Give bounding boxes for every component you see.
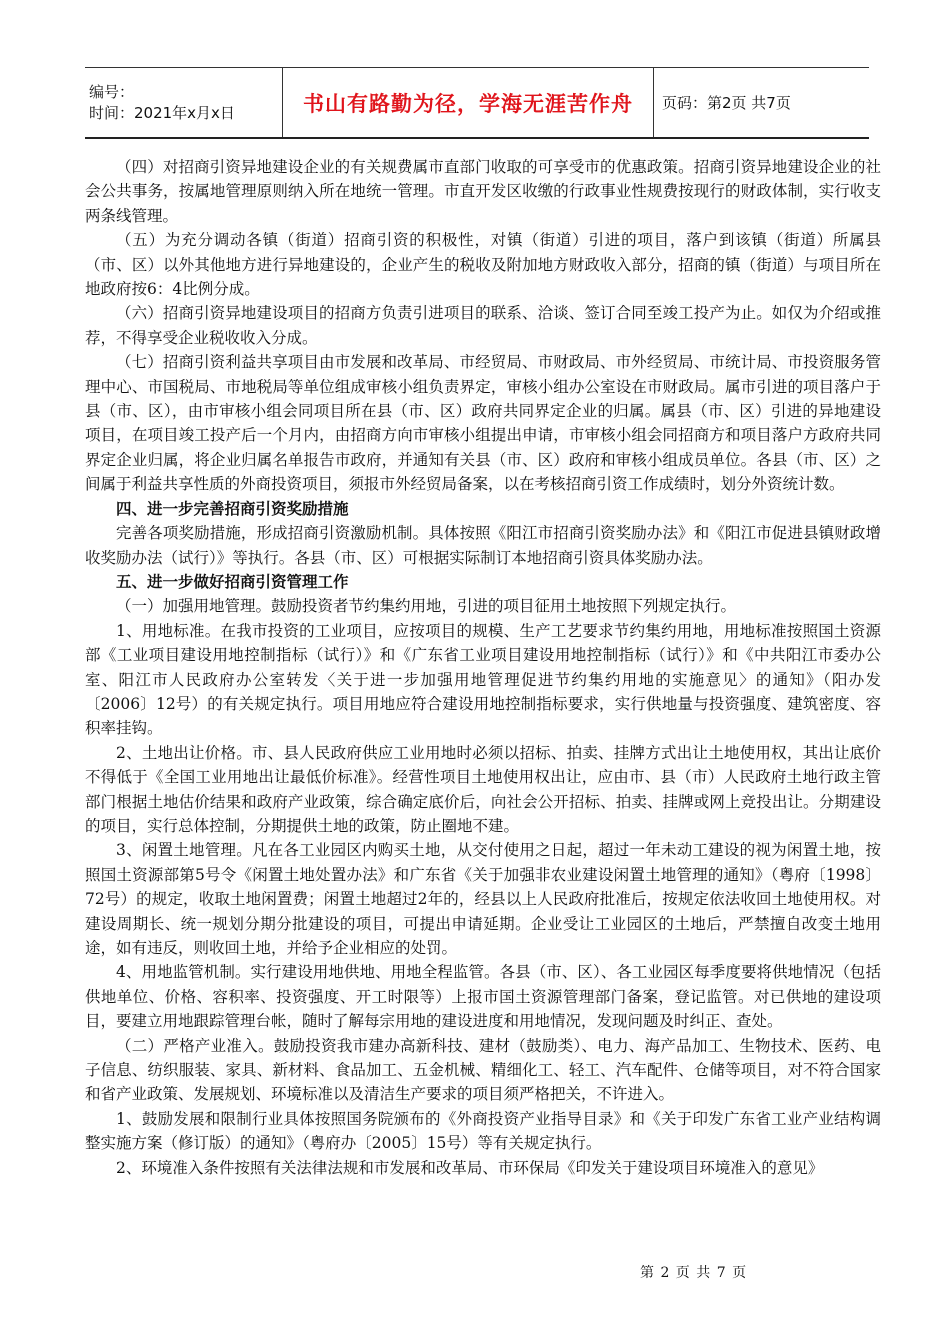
section-heading: 五、进一步做好招商引资管理工作 <box>116 572 349 591</box>
body-paragraph: （六）招商引资异地建设项目的招商方负责引进项目的联系、洽谈、签订合同至竣工投产为止。如仅为介绍或推荐，不得享受企业税收收入分成。 <box>85 304 881 347</box>
document-body <box>85 155 881 1180</box>
motto-text: 书山有路勤为径，学海无涯苦作舟 <box>303 91 633 116</box>
document-header <box>85 67 869 139</box>
section-heading: 四、进一步完善招商引资奖励措施 <box>116 499 349 518</box>
body-paragraph: 2、土地出让价格。市、县人民政府供应工业用地时必须以招标、拍卖、挂牌方式出让土地使用权，其出让底价不得低于《全国工业用地出让最低价标准》。经营性项目土地使用权出让，应由市、县（市）人民政府土地行政主管部门根据土地估价结果和政府产业政策，综合确定底价后，向社会公开招标、拍卖、挂牌或网上竞投出让。分期建设的项目，实行总体控制，分期提供土地的政策，防止圈地不建。 <box>85 743 881 835</box>
header-page-cell <box>654 68 869 137</box>
body-paragraph: 4、用地监管机制。实行建设用地供地、用地全程监管。各县（市、区）、各工业园区每季度要将供地情况（包括供地单位、价格、容积率、投资强度、开工时限等）上报市国土资源管理部门备案，登记监管。对已供地的建设项目，要建立用地跟踪管理台帐，随时了解每宗用地的建设进度和用地情况，发现问题及时纠正、查处。 <box>85 963 881 1031</box>
document-time: 时间：2021年x月x日 <box>89 103 235 122</box>
body-paragraph: 3、闲置土地管理。凡在各工业园区内购买土地，从交付使用之日起，超过一年未动工建设的视为闲置土地，按照国土资源部第5号令《闲置土地处置办法》和广东省《关于加强非农业建设闲置土地管理的通知》（粤府〔1998〕72号）的规定，收取土地闲置费；闲置土地超过2年的，经县以上人民政府批准后，按规定依法收回土地使用权。对建设周期长、统一规划分期分批建设的项目，可提出申请延期。企业受让工业园区的土地后，严禁擅自改变土地用途，如有违反，则收回土地，并给予企业相应的处罚。 <box>85 841 881 957</box>
body-paragraph: 1、鼓励发展和限制行业具体按照国务院颁布的《外商投资产业指导目录》和《关于印发广东省工业产业结构调整实施方案（修订版）的通知》（粤府办〔2005〕15号）等有关规定执行。 <box>85 1109 881 1153</box>
body-paragraph: （七）招商引资利益共享项目由市发展和改革局、市经贸局、市财政局、市外经贸局、市统计局、市投资服务管理中心、市国税局、市地税局等单位组成审核小组负责界定，审核小组办公室设在市财政局。属市引进的项目落户于县（市、区），由市审核小组会同项目所在县（市、区）政府共同界定企业的归属。属县（市、区）引进的异地建设项目，在项目竣工投产后一个月内，由招商方向市审核小组提出申请，市审核小组会同招商方和项目落户方政府共同界定企业归属，将企业归属名单报告市政府，并通知有关县（市、区）政府和审核小组成员单位。各县（市、区）之间属于利益共享性质的外商投资项目，须报市外经贸局备案，以在考核招商引资工作成绩时，划分外资统计数。 <box>85 353 881 494</box>
body-paragraph: （五）为充分调动各镇（街道）招商引资的积极性，对镇（街道）引进的项目，落户到该镇（街道）所属县（市、区）以外其他地方进行异地建设的，企业产生的税收及附加地方财政收入部分，招商的镇（街道）与项目所在地政府按6：4比例分成。 <box>85 231 881 299</box>
body-paragraph: 1、用地标准。在我市投资的工业项目，应按项目的规模、生产工艺要求节约集约用地，用地标准按照国土资源部《工业项目建设用地控制指标（试行）》和《广东省工业项目建设用地控制指标（试行）》和《中共阳江市委办公室、阳江市人民政府办公室转发〈关于进一步加强用地管理促进节约集约用地的实施意见〉的通知》（阳办发〔2006〕12号）的有关规定执行。项目用地应符合建设用地控制指标要求，实行供地量与投资强度、建筑密度、容积率挂钩。 <box>85 621 881 738</box>
body-paragraph: （一）加强用地管理。鼓励投资者节约集约用地，引进的项目征用土地按照下列规定执行。 <box>116 597 737 616</box>
header-motto-cell <box>282 68 654 137</box>
header-page-number: 页码：第2页 共7页 <box>662 94 791 112</box>
body-paragraph: （二）严格产业准入。鼓励投资我市建办高新科技、建材（鼓励类）、电力、海产品加工、生物技术、医药、电子信息、纺织服装、家具、新材料、食品加工、五金机械、精细化工、轻工、汽车配件、仓储等项目，对不符合国家和省产业政策、发展规划、环境标准以及清洁生产要求的项目须严格把关，不许进入。 <box>85 1036 881 1104</box>
body-paragraph: 完善各项奖励措施，形成招商引资激励机制。具体按照《阳江市招商引资奖励办法》和《阳江市促进县镇财政增收奖励办法（试行）》等执行。各县（市、区）可根据实际制订本地招商引资具体奖励办法。 <box>85 524 881 567</box>
document-number: 编号： <box>89 82 135 101</box>
body-paragraph: 2、环境准入条件按照有关法律法规和市发展和改革局、市环保局《印发关于建设项目环境准入的意见》 <box>116 1158 824 1177</box>
header-info <box>85 68 282 137</box>
body-paragraph: （四）对招商引资异地建设企业的有关规费属市直部门收取的可享受市的优惠政策。招商引资异地建设企业的社会公共事务，按属地管理原则纳入所在地统一管理。市直开发区收缴的行政事业性规费按现行的财政体制，实行收支两条线管理。 <box>85 158 881 225</box>
page-footer: 第 2 页 共 7 页 <box>640 1265 748 1281</box>
